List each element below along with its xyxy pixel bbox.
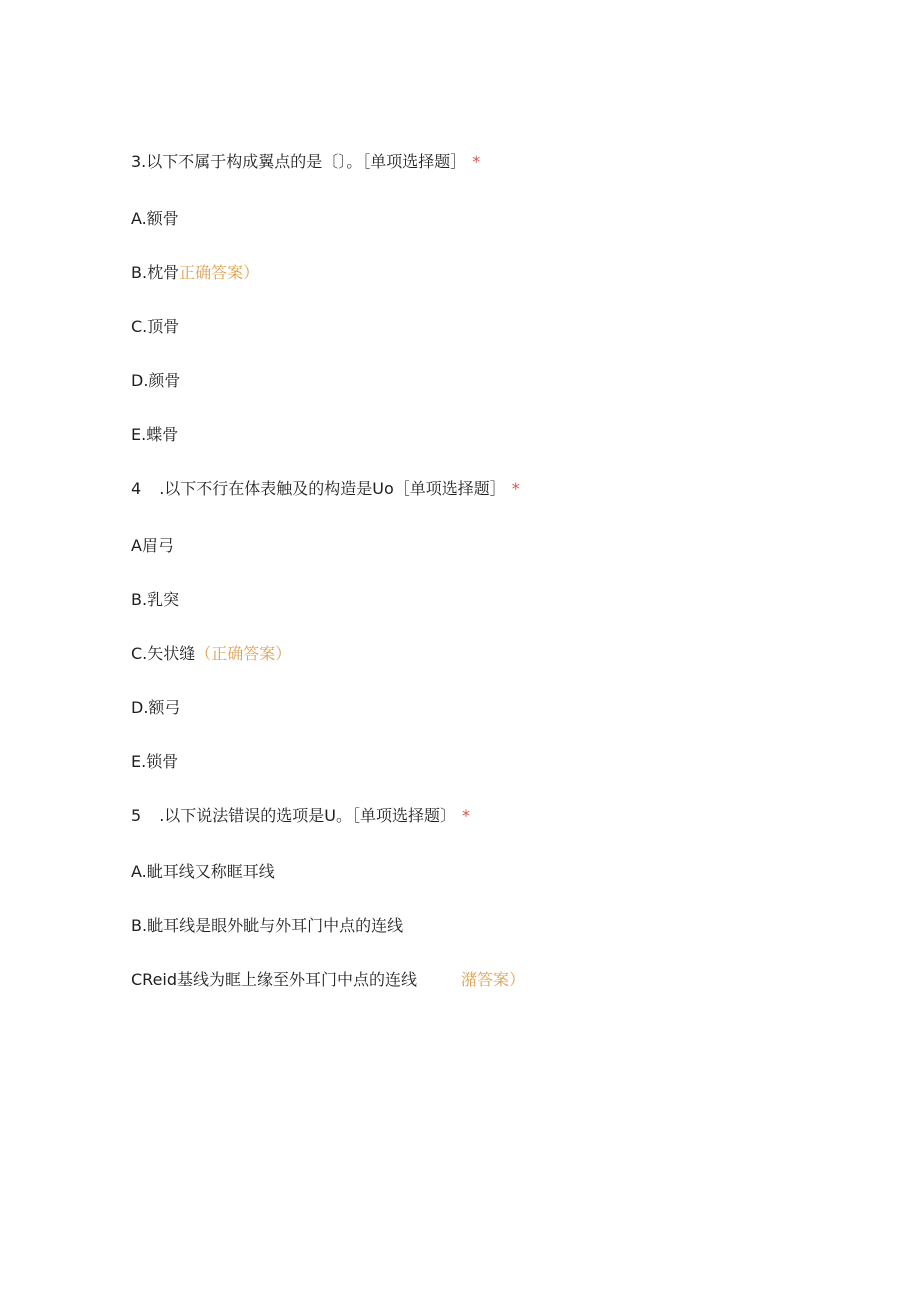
question-4-option-c[interactable]	[131, 644, 291, 664]
question-3-option-d[interactable]	[131, 371, 180, 391]
option-label: CReid基线为眶上缘至外耳门中点的连线	[131, 970, 418, 989]
option-label: A.眦耳线又称眶耳线	[131, 862, 275, 881]
option-label: B.眦耳线是眼外眦与外耳门中点的连线	[131, 916, 404, 935]
correct-answer-note: （正确答案）	[195, 644, 292, 663]
required-mark: *	[472, 152, 481, 171]
question-3-title: 3.以下不属于构成翼点的是〔〕。［单项选择题］	[131, 152, 467, 171]
question-4-option-d[interactable]	[131, 698, 180, 718]
question-5-title: .以下说法错误的选项是U。［单项选择题〕	[159, 806, 456, 825]
question-3-title-row	[131, 152, 480, 172]
required-mark: *	[511, 479, 520, 498]
option-label: A.额骨	[131, 209, 179, 228]
question-4-option-a[interactable]	[131, 536, 174, 556]
option-label: B.枕骨	[131, 263, 180, 282]
question-3-option-e[interactable]	[131, 425, 178, 445]
correct-answer-note: 正确答案）	[179, 263, 260, 282]
question-3-option-a[interactable]	[131, 209, 179, 229]
option-label: B.乳突	[131, 590, 180, 609]
option-label: D.额弓	[131, 698, 181, 717]
question-5-title-row	[131, 806, 470, 826]
question-4-number: 4	[131, 479, 142, 498]
question-5-option-a[interactable]	[131, 862, 275, 882]
question-4-option-b[interactable]	[131, 590, 179, 610]
question-3-option-b[interactable]	[131, 263, 259, 283]
question-4-title-row	[131, 479, 520, 499]
question-5-option-b[interactable]	[131, 916, 403, 936]
option-label: E.锁骨	[131, 752, 179, 771]
correct-answer-note: 潴答案）	[461, 970, 526, 989]
option-label: D.颜骨	[131, 371, 181, 390]
question-5-option-c[interactable]	[131, 970, 525, 990]
question-3-option-c[interactable]	[131, 317, 179, 337]
question-5-number: 5	[131, 806, 142, 825]
required-mark: *	[462, 806, 470, 825]
option-label: C.矢状缝	[131, 644, 196, 663]
option-label: E.蝶骨	[131, 425, 179, 444]
option-label: A眉弓	[131, 536, 174, 555]
question-4-title: .以下不行在体表触及的构造是Uo［单项选择题］	[159, 479, 506, 498]
option-label: C.顶骨	[131, 317, 180, 336]
question-4-option-e[interactable]	[131, 752, 178, 772]
